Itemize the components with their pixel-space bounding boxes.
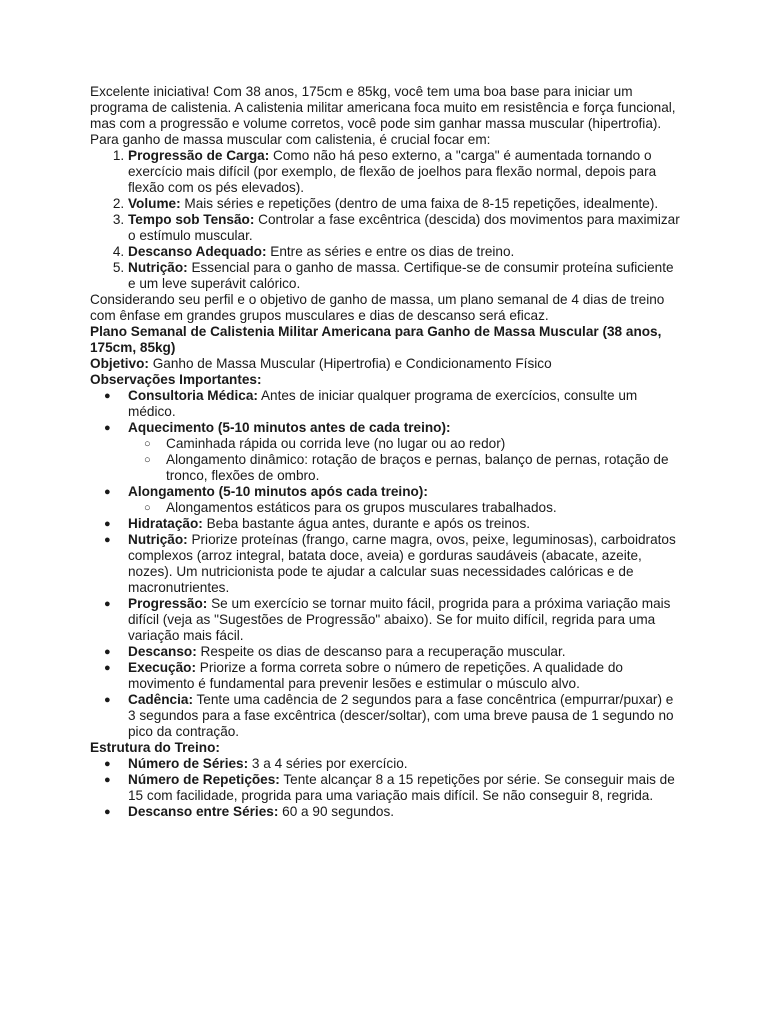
focus-text: Como não há peso externo, a "carga" é aumentada tornando o exercício mais difícil (por exemplo, de flexão de joelhos para flexão normal, depois para flexão com os pés elevados). [128, 148, 657, 195]
note-text: Beba bastante água antes, durante e após os treinos. [202, 516, 531, 531]
note-label: Descanso: [128, 644, 197, 659]
structure-text: Tente alcançar 8 a 15 repetições por série. Se conseguir mais de 15 com facilidade, progrida para uma variação mais difícil. Se não conseguir 8, regrida. [128, 772, 675, 803]
plan-intro: Considerando seu perfil e o objetivo de ganho de massa, um plano semanal de 4 dias de treino com ênfase em grandes grupos musculares e dias de descanso será eficaz. [90, 292, 665, 323]
focus-text: Controlar a fase excêntrica (descida) dos movimentos para maximizar o estímulo muscular. [128, 212, 680, 243]
focus-label: Nutrição: [128, 260, 188, 275]
objective-line [90, 356, 680, 372]
note-item [128, 644, 680, 660]
objective-text: Ganho de Massa Muscular (Hipertrofia) e Condicionamento Físico [148, 356, 552, 371]
note-label: Hidratação: [128, 516, 203, 531]
focus-label: Tempo sob Tensão: [128, 212, 255, 227]
focus-text: Essencial para o ganho de massa. Certifique-se de consumir proteína suficiente e um leve superávit calórico. [128, 260, 674, 291]
note-label: Consultoria Médica: [128, 388, 258, 403]
note-item [128, 596, 680, 644]
note-item [128, 516, 680, 532]
note-label: Aquecimento (5-10 minutos antes de cada treino): [128, 420, 451, 435]
warmup-sublist [128, 436, 680, 484]
focus-label: Volume: [128, 196, 181, 211]
notes-list [90, 388, 680, 740]
intro-paragraph: Excelente iniciativa! Com 38 anos, 175cm e 85kg, você tem uma boa base para iniciar um programa de calistenia. A calistenia militar americana foca muito em resistência e força funcional, mas com a progressão e volume corretos, você pode sim ganhar massa muscular (hipertrofia). [90, 84, 676, 131]
sub-item: ○ Alongamento dinâmico: rotação de braços e pernas, balanço de pernas, rotação de tronco, flexões de ombro. [166, 452, 680, 484]
note-item [128, 484, 680, 516]
plan-title [90, 324, 680, 356]
objective-label: Objetivo: [90, 356, 149, 371]
plan-title-text: Plano Semanal de Calistenia Militar Americana para Ganho de Massa Muscular (38 anos, 175cm, 85kg) [90, 324, 662, 355]
structure-text: 60 a 90 segundos. [278, 804, 395, 819]
focus-label: Progressão de Carga: [128, 148, 270, 163]
focus-label: Descanso Adequado: [128, 244, 267, 259]
notes-heading-text: Observações Importantes: [90, 372, 262, 387]
structure-heading [90, 740, 680, 756]
focus-item [128, 212, 680, 244]
structure-heading-text: Estrutura do Treino: [90, 740, 220, 755]
note-text: Respeite os dias de descanso para a recuperação muscular. [196, 644, 566, 659]
sub-item: ○ Caminhada rápida ou corrida leve (no lugar ou ao redor) [166, 436, 680, 452]
structure-text: 3 a 4 séries por exercício. [248, 756, 408, 771]
note-label: Execução: [128, 660, 197, 675]
structure-item [128, 804, 680, 820]
note-item [128, 692, 680, 740]
note-label: Progressão: [128, 596, 208, 611]
structure-item [128, 756, 680, 772]
note-text: Antes de iniciar qualquer programa de exercícios, consulte um médico. [128, 388, 638, 419]
note-label: Alongamento (5-10 minutos após cada treino): [128, 484, 428, 499]
focus-intro: Para ganho de massa muscular com calistenia, é crucial focar em: [90, 132, 491, 147]
focus-item [128, 196, 680, 212]
focus-item [128, 260, 680, 292]
note-text: Tente uma cadência de 2 segundos para a fase concêntrica (empurrar/puxar) e 3 segundos para a fase excêntrica (descer/soltar), com uma breve pausa de 1 segundo no pico da contração. [128, 692, 674, 739]
sub-item: ○ Alongamentos estáticos para os grupos musculares trabalhados. [166, 500, 680, 516]
structure-label: Descanso entre Séries: [128, 804, 279, 819]
note-text: Priorize proteínas (frango, carne magra, ovos, peixe, leguminosas), carboidratos complexos (arroz integral, batata doce, aveia) e gorduras saudáveis (abacate, azeite, nozes). Um nutricionista pode te ajudar a calcular suas necessidades calóricas e de macronutrientes. [128, 532, 676, 595]
notes-heading [90, 372, 680, 388]
focus-item [128, 148, 680, 196]
structure-item [128, 772, 680, 804]
note-item [128, 420, 680, 484]
note-item [128, 532, 680, 596]
note-item [128, 388, 680, 420]
note-text: Se um exercício se tornar muito fácil, progrida para a próxima variação mais difícil (veja as "Sugestões de Progressão" abaixo). Se for muito difícil, regrida para uma variação mais fácil. [128, 596, 671, 643]
cooldown-sublist [128, 500, 680, 516]
note-label: Cadência: [128, 692, 193, 707]
focus-list [90, 148, 680, 292]
structure-list [90, 756, 680, 820]
focus-text: Mais séries e repetições (dentro de uma faixa de 8-15 repetições, idealmente). [180, 196, 659, 211]
document-page [90, 84, 680, 820]
structure-label: Número de Séries: [128, 756, 249, 771]
focus-text: Entre as séries e entre os dias de treino. [266, 244, 515, 259]
structure-label: Número de Repetições: [128, 772, 280, 787]
note-text: Priorize a forma correta sobre o número de repetições. A qualidade do movimento é fundamental para prevenir lesões e estimular o músculo alvo. [128, 660, 623, 691]
focus-item [128, 244, 680, 260]
note-item [128, 660, 680, 692]
note-label: Nutrição: [128, 532, 188, 547]
